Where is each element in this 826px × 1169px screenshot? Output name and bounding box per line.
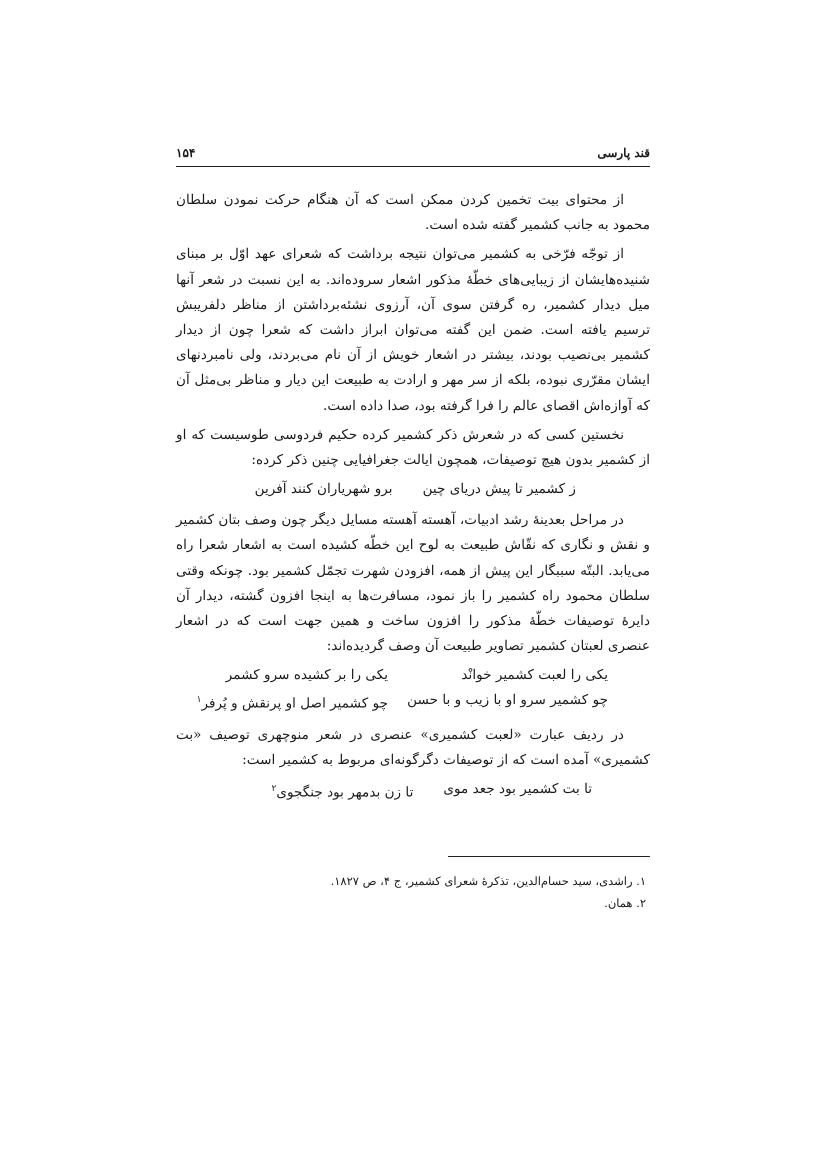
- paragraph: در ردیف عبارت «لعبت کشمیری» عنصری در شعر منوچهری توصیف «بت کشمیری» آمده است که از توصیفات دگرگونه‌ای مربوط به کشمیر است:: [176, 726, 650, 769]
- hemistich: یکی را بر کشیده سرو کشمر: [225, 667, 388, 684]
- footnote-divider: [448, 856, 650, 857]
- page-number: ۱۵۴: [176, 146, 196, 160]
- footnotes: [176, 870, 650, 914]
- paragraph: در مراحل بعدینهٔ رشد ادبیات، آهسته آهسته مسایل دیگر چون وصف بتان کشمیر و نقش و نگاری که نقّاش طبیعت به لوح این خطّه کشیده است به اشعار شعرا راه می‌یابد. البتّه سببگار این پیش از همه، افزودن شهرت تجمّل کشمیر بود. چونکه وقتی سلطان محمود راه کشمیر را باز نمود، مسافرت‌ها به اینجا افزون گشته، دیدار آن دایرهٔ توصیفات خطّهٔ مذکور را افزون ساخت و همین جهت است که در اشعار عنصری لعبتان کشمیر تصاویر طبیعت آن وصف گردیده‌اند:: [176, 512, 650, 655]
- footnote-ref[interactable]: ۱: [196, 695, 202, 706]
- hemistich: یکی را لعبت کشمیر خوانْد: [461, 667, 608, 684]
- verse-line: [176, 663, 608, 688]
- hemistich: تا زن بدمهر بود جنگجوی: [276, 784, 414, 801]
- hemistich: ز کشمیر تا پیش دریای چین: [422, 481, 576, 498]
- hemistich: برو شهریاران کنند آفرین: [254, 481, 393, 498]
- verse-onsori: [176, 663, 650, 717]
- book-title: قند پارسی: [597, 146, 650, 160]
- paragraph: از محتوای بیت تخمین کردن ممکن است که آن هنگام حرکت نمودن سلطان محمود به جانب کشمیر گفته شده است.: [176, 192, 650, 234]
- paragraph: نخستین کسی که در شعرش ذکر کشمیر کرده حکیم فردوسی طوسیست که او از کشمیر بدون هیچ توصیفات، همچون ایالت جغرافیایی چنین ذکر کرده:: [176, 426, 650, 469]
- verse-manuchehri: [176, 777, 650, 806]
- verse-ferdowsi: [176, 477, 650, 502]
- hemistich: تا بت کشمیر بود جعد موی: [443, 781, 592, 798]
- running-header: [176, 146, 650, 167]
- footnote: ۲. همان.: [604, 896, 646, 910]
- hemistich-with-note: [271, 777, 413, 806]
- footnote-ref[interactable]: ۲: [271, 784, 277, 795]
- main-text: [176, 188, 650, 812]
- hemistich-with-note: [188, 688, 388, 717]
- paragraph: از توجّه فرّخی به کشمیر می‌توان نتیجه برداشت که شعرای عهد اوّل بر مبنای شنیده‌هایشان از زیبایی‌های خطّهٔ مذکور اشعار سروده‌اند. به این نسبت در شعر آنها میل دیدار کشمیر، ره گرفتن سوی آن، آرزوی نشئه‌برداشتن از مناظر دلفریبش ترسیم یافته است. ضمن این گفته می‌توان ابراز داشت که شعرا چون از دیدار کشمیر بی‌نصیب بودند، بیشتر در اشعار خویش از آن نام می‌بردند، ولی نامبردنهای ایشان مقرّری نبوده، بلکه از سر مهر و ارادت به طبیعت این دیار و مناظر بی‌مثل آن که آوازه‌اش اقصای عالم را فرا گرفته بود، صدا داده است.: [176, 246, 650, 414]
- hemistich: چو کشمیر سرو او با زیب و با حسن: [407, 692, 608, 709]
- footnote: ۱. راشدی، سید حسام‌الدین، تذکرهٔ شعرای کشمیر، ج ۴، ص ۱۸۲۷.: [330, 874, 646, 888]
- hemistich: چو کشمیر اصل او پرنقش و پُرفر: [201, 695, 388, 712]
- verse-line: [176, 688, 608, 717]
